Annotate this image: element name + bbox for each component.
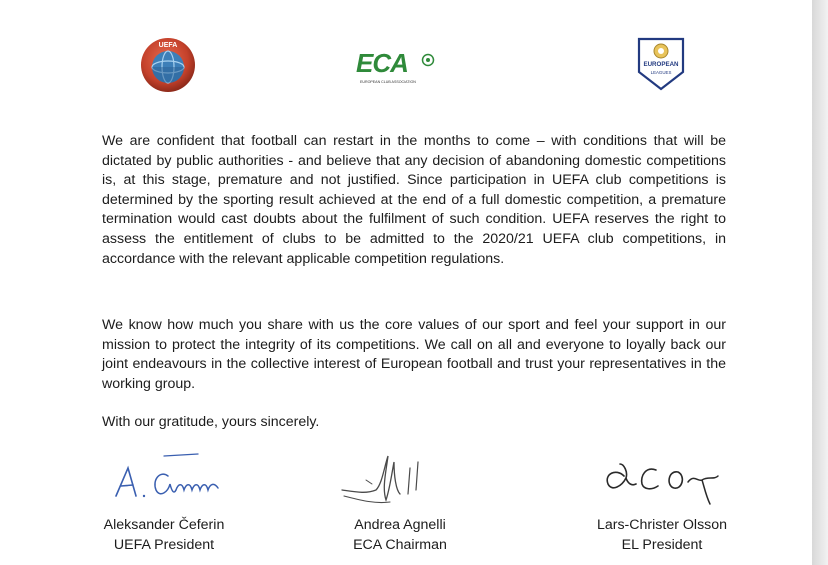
- svg-text:UEFA: UEFA: [158, 42, 178, 49]
- signatory-name: Lars-Christer Olsson: [596, 517, 728, 533]
- signatory-agnelli: [340, 515, 460, 555]
- letter-paragraph-2: We know how much you share with us the core values of our sport and feel your support in our mission to protect the integrity of its competitions. We call on all and everyone to loyally back our joint endeavours in the collective interest of European football and trust your representatives in the working group.: [102, 317, 726, 392]
- svg-text:LEAGUES: LEAGUES: [650, 70, 672, 75]
- svg-text:EUROPEAN CLUB ASSOCIATION: EUROPEAN CLUB ASSOCIATION: [360, 80, 416, 84]
- signatory-title: EL President: [621, 537, 703, 553]
- page-edge: [812, 0, 828, 565]
- signature-olsson: [598, 452, 728, 516]
- eca-logo: [352, 44, 440, 88]
- signatory-name: Andrea Agnelli: [354, 517, 446, 533]
- uefa-logo: [138, 34, 198, 94]
- signatory-title: UEFA President: [113, 537, 215, 553]
- signature-agnelli: [336, 450, 446, 518]
- letter-closing: With our gratitude, yours sincerely.: [102, 414, 320, 430]
- signatory-olsson: [592, 515, 732, 555]
- signatory-title: ECA Chairman: [353, 537, 447, 553]
- signature-ceferin: [108, 446, 238, 516]
- signatory-ceferin: [98, 515, 230, 555]
- signatory-name: Aleksander Čeferin: [103, 517, 225, 533]
- svg-text:EUROPEAN: EUROPEAN: [643, 61, 679, 68]
- letter-paragraph-1: We are confident that football can restart in the months to come – with conditions that will be dictated by public authorities - and believe that any decision of abandoning domestic competitions is, at this stage, premature and not justified. Since participation in UEFA club competitions is determined by the sporting result achieved at the end of a full domestic competition, a premature termination would cast doubts about the fulfilment of such condition. UEFA reserves the right to assess the entitlement of clubs to be admitted to the 2020/21 UEFA club competitions, in accordance with the relevant applicable competition regulations.: [102, 133, 726, 267]
- european-leagues-logo: [636, 36, 686, 92]
- svg-text:ECA: ECA: [356, 48, 408, 78]
